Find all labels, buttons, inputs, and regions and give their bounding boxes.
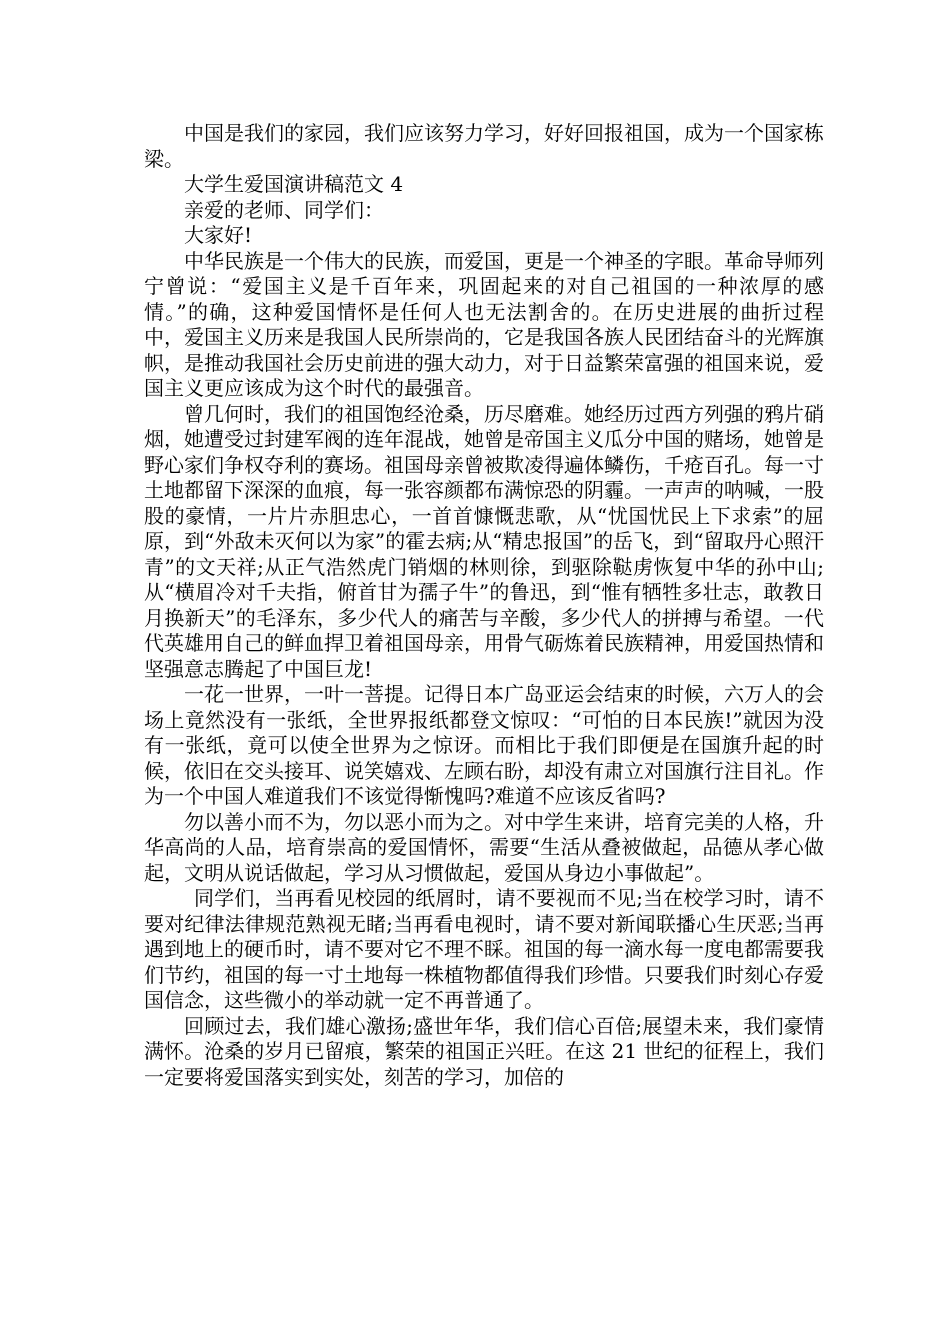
paragraph-hiroshima: 一花一世界，一叶一菩提。记得日本广岛亚运会结束的时候，六万人的会场上竟然没有一张纸，全世界报纸都登文惊叹：“可怕的日本民族!”就因为没有一张纸，竟可以使全世界为之惊讶。而相比于我们即便是在国旗升起的时候，依旧在交头接耳、说笑嬉戏、左顾右盼，却没有肃立对国旗行注目礼。作为一个中国人难道我们不该觉得惭愧吗?难道不应该反省吗?: [144, 682, 824, 808]
greeting: 大家好!: [184, 223, 253, 247]
paragraph-closing: 中国是我们的家园，我们应该努力学习，好好回报祖国，成为一个国家栋梁。: [144, 121, 824, 171]
paragraph-looking-back: 回顾过去，我们雄心激扬;盛世年华，我们信心百倍;展望未来，我们豪情满怀。沧桑的岁月已留痕，繁荣的祖国正兴旺。在这 21 世纪的征程上，我们一定要将爱国落实到实处，刻苦的学习，加倍的: [144, 1013, 824, 1089]
paragraph-students: 同学们，当再看见校园的纸屑时，请不要视而不见;当在校学习时，请不要对纪律法律规范熟视无睹;当再看电视时，请不要对新闻联播心生厌恶;当再遇到地上的硬币时，请不要对它不理不睬。祖国的每一滴水每一度电都需要我们节约，祖国的每一寸土地每一株植物都值得我们珍惜。只要我们时刻心存爱国信念，这些微小的举动就一定不再普通了。: [144, 886, 824, 1012]
speech-title: 大学生爱国演讲稿范文 4: [184, 172, 404, 196]
paragraph-intro: 中华民族是一个伟大的民族，而爱国，更是一个神圣的字眼。革命导师列宁曾说：“爱国主义是千百年来，巩固起来的对自己祖国的一种浓厚的感情。”的确，这种爱国情怀是任何人也无法割舍的。在历史进展的曲折过程中，爱国主义历来是我国人民所崇尚的，它是我国各族人民团结奋斗的光辉旗帜，是推动我国社会历史前进的强大动力，对于日益繁荣富强的祖国来说，爱国主义更应该成为这个时代的最强音。: [144, 248, 824, 400]
document-page: [144, 121, 824, 1090]
paragraph-history: 曾几何时，我们的祖国饱经沧桑，历尽磨难。她经历过西方列强的鸦片硝烟，她遭受过封建军阀的连年混战，她曾是帝国主义瓜分中国的赌场，她曾是野心家们争权夺利的赛场。祖国母亲曾被欺凌得遍体鳞伤，千疮百孔。每一寸土地都留下深深的血痕，每一张容颜都布满惊恐的阴霾。一声声的呐喊，一股股的豪情，一片片赤胆忠心，一首首慷慨悲歌，从“忧国忧民上下求索”的屈原，到“外敌未灭何以为家”的霍去病;从“精忠报国”的岳飞，到“留取丹心照汗青”的文天祥;从正气浩然虎门销烟的林则徐，到驱除鞑虏恢复中华的孙中山;从“横眉冷对千夫指，俯首甘为孺子牛”的鲁迅，到“惟有牺牲多壮志，敢教日月换新天”的毛泽东，多少代人的痛苦与辛酸，多少代人的拼搏与希望。一代代英雄用自己的鲜血捍卫着祖国母亲，用骨气砺炼着民族精神，用爱国热情和坚强意志腾起了中国巨龙!: [144, 401, 824, 681]
paragraph-small-deeds: 勿以善小而不为，勿以恶小而为之。对中学生来讲，培育完美的人格，升华高尚的人品，培育崇高的爱国情怀，需要“生活从叠被做起，品德从孝心做起，文明从说话做起，学习从习惯做起，爱国从身边小事做起”。: [144, 809, 824, 885]
salutation: 亲爱的老师、同学们：: [184, 197, 384, 222]
